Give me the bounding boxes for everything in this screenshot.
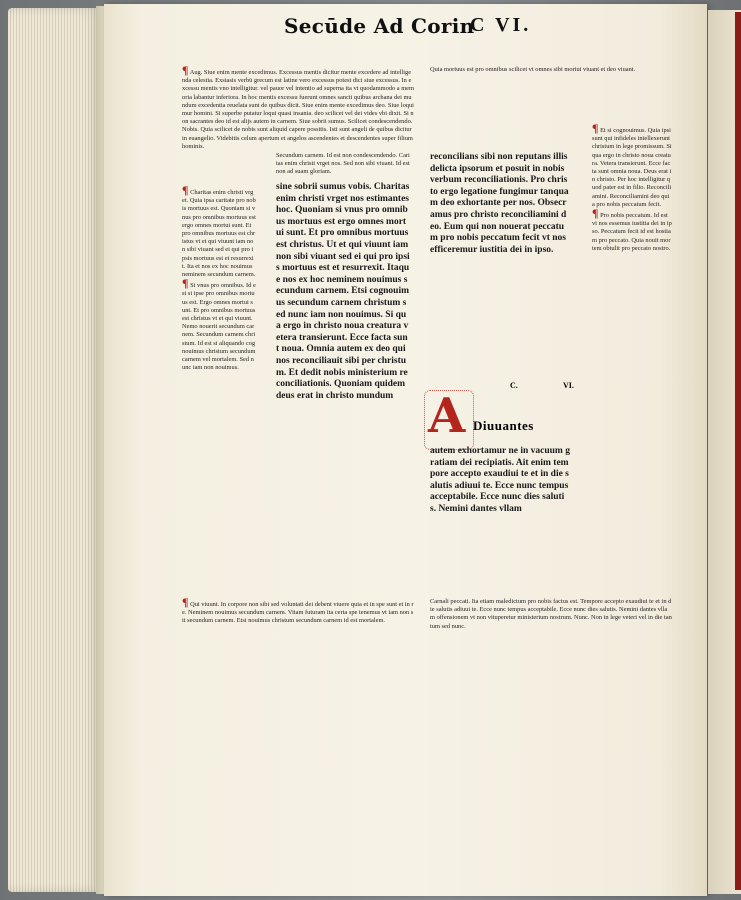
interlinear-gloss-right: Quia mortuus est pro omnibus scilicet vt omnes sibi mortui viuant et deo viuant. [430,66,636,73]
margin-gloss-left-narrow: ¶ Charitas enim christi vrget. Quia ipsa caritate pro nobis mortuus est. Quoniam si vnus pro omnibus mortuus est ergo omnes mortui sunt. Et pro omnibus mortuus est christus vt et qui viuunt iam non sibi viuant sed ei qui pro ipsis mortuus est et resurrexit. Ita et nos ex hoc nouimus neminem secundum carnem. ¶ Si vnus pro omnibus. Id est si ipse pro omnibus mortuus est. Ergo omnes mortui sunt. Et pro omnibus mortuus est christus vt et qui viuunt. Nemo nouerit secundum carnem. Secundum carnem christum. Id est si aliquando cognouimus christum secundum carnem vel mortalem. Sed nunc iam non nouimus. [182,186,256,590]
chapter-label-c: C. [510,381,518,390]
margin-gloss-right: ¶ Et si cognouimus. Quia ipsi sunt qui infideles intellexerunt christum in lege promissum. Si qua ergo in christo noua creatura. Vetera transierunt. Ecce facta sunt omnia noua. Deus erat in christo. Per hoc intelligitur quod pater est in filio. Reconciliamini. Reconciliamini deo quia pro nobis peccatum fecit. ¶ Pro nobis peccatum. Id est vt nos essemus iustitia dei in ipso. Peccatum fecit id est hostiam pro peccato. Quia nouit mortem obtulit pro peccato nostro. [592,124,672,590]
bottom-gloss-left: ¶ Qui viuunt. In corpore non sibi sed voluntati dei debent viuere quia et in spe sunt et in re. Neminem nouimus secundum carnem. Vitam futuram ita certa spe tenemus vt iam non sit secundum carnem. Etsi nouimus christum secundum carnem id est mortalem. [182,598,414,712]
interlinear-gloss-top: Secundum carnem. Id est non condescendendo. Caritas enim christi vrget nos. Sed non sibi viuant. Id est non ad suam gloriam. [276,152,410,176]
paragraph-mark-icon: ¶ [182,66,189,77]
red-ribbon-edge [735,12,741,890]
bottom-gloss-right: Carnali peccati. Ita etiam maledictum pro nobis factus est. Tempore accepto exaudiui te et in die salutis adiuui te. Ecce nunc tempus acceptabile. Ecce nunc dies salutis. Nemini dantes vllam offensionem vt non vituperetur ministerium nostrum. Nunc. Non in lege veteri vel in die tantum sed nunc. [430,598,672,630]
chapter-vi-text: autem exhortamur ne in vacuum gratiam dei recipiatis. Ait enim tempore accepto exaudiui te et in die salutis adiuui te. Ecce nunc tempus acceptabile. Ecce nunc dies salutis. Nemini dantes vllam [430,446,570,514]
folio-number: C VI. [470,14,532,36]
main-text-column-right: reconcilians sibi non reputans illis delicta ipsorum et posuit in nobis verbum reconciliationis. Pro christo ergo legatione fungimur tanquam deo exhortante per nos. Obsecramus pro christo reconciliamini deo. Eum qui non nouerat peccatum pro nobis peccatum fecit vt nos efficeremur iustitia dei in ipso. [430,152,569,255]
decorated-initial: A [428,392,470,442]
paragraph-mark-icon: ¶ [592,206,599,221]
paragraph-mark-icon: ¶ [182,186,189,197]
chapter-opening-word: Diuuantes [473,418,534,433]
page-edges [8,8,100,892]
paragraph-mark-icon: ¶ [592,124,599,135]
paragraph-mark-icon: ¶ [182,598,189,609]
paragraph-mark-icon: ¶ [182,276,189,291]
chapter-label-vi: VI. [563,381,574,390]
margin-gloss-left-top: ¶ Aug. Siue enim mente excedimus. Excessus mentis dicitur mente excedere ad intelligenda celestia. Exstasis verbū grecum est latine vero excessus potest dici siue excessus. In excessu mentis vno intelligitur. vel pauor vel intentio ad superna ita vt quodammodo a memoria labantur inferiora. In hoc mentis excessu fuerunt omnes sancti quibus archana dei mundum excedentia reuelata sunt de quibus dicit. Siue enim mente excedimus deo. Siue loquimur homini. Si superbe putatur loqui quasi insania. deo scilicet vel dei vides vbi dixit. Si non sacrantes deo id est alijs autem in carnem. Siue sobrii sumus. Scilicet condescendendo. Nobis. Quia scilicet de nobis sunt aliquid capere possitis. Isti sunt angeli de quibus dicitur in euangelio. Videbitis celum apertum et angelos ascendentes et descendentes super filium hominis. [182,66,414,184]
main-text-column-left: sine sobrii sumus vobis. Charitas enim christi vrget nos estimantes hoc. Quoniam si vnus pro omnibus mortuus est ergo omnes mortui sunt. Et pro omnibus mortuus est christus. Ut et qui viuunt iam non sibi viuant sed ei qui pro ipsis mortuus est et resurrexit. Itaque nos ex hoc neminem nouimus secundum carnem. Etsi cognouimus secundum carnem christum sed nunc iam non nouimus. Si qua ergo in christo noua creatura vetera transierunt. Ecce facta sunt noua. Omnia autem ex deo qui nos reconciliauit sibi per christum. Et dedit nobis ministerium reconciliationis. Quoniam quidem deus erat in christo mundum [276,182,410,401]
running-head: Secūde Ad Corin [284,14,475,38]
